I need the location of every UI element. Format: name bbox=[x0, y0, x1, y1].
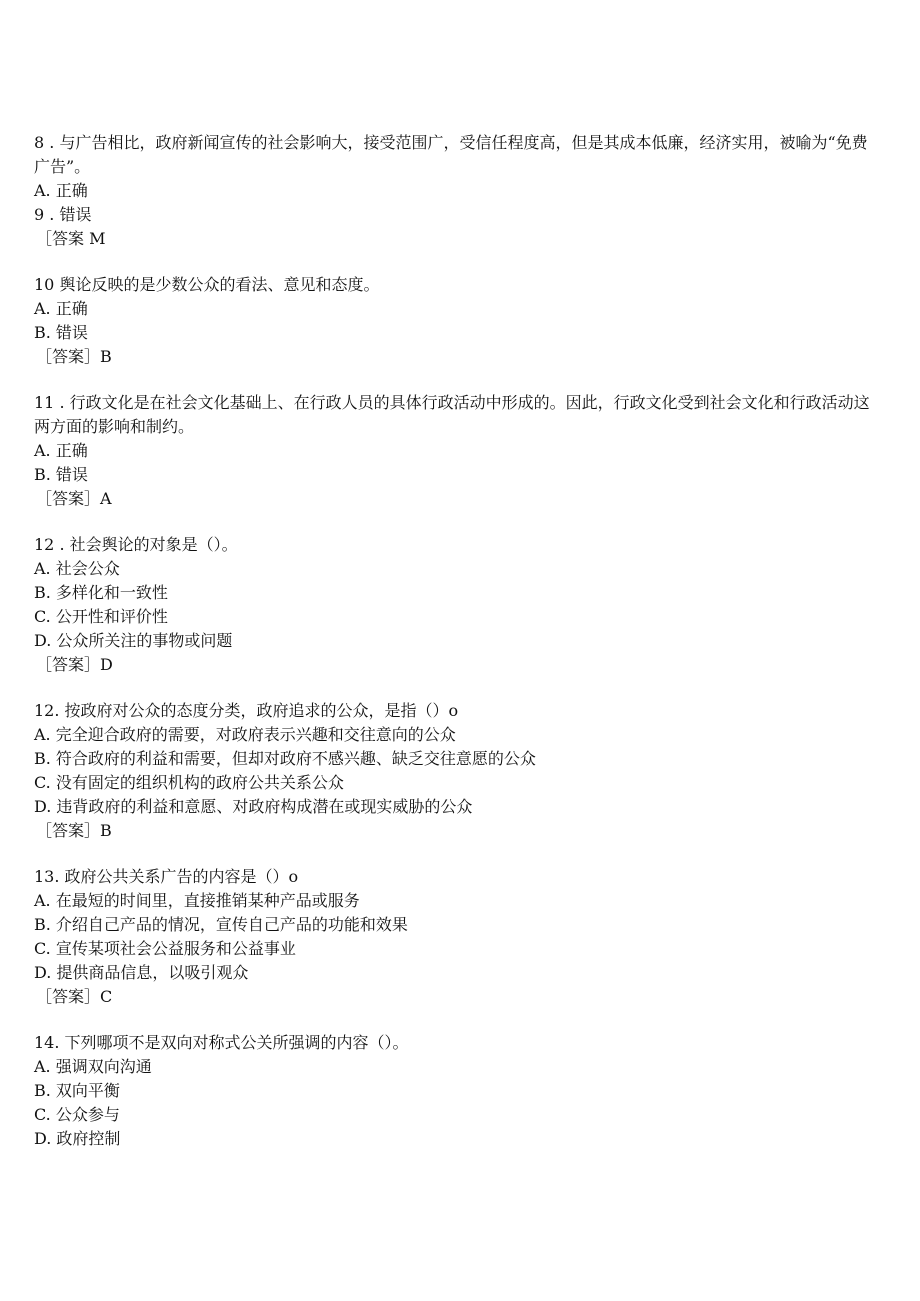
answer: ［答案］A bbox=[36, 489, 112, 508]
option: B. 双向平衡 bbox=[34, 1081, 120, 1100]
answer: ［答案］D bbox=[36, 655, 113, 674]
question-stem: 13. 政府公共关系广告的内容是（）o bbox=[34, 867, 299, 886]
question-stem: 10 舆论反映的是少数公众的看法、意见和态度。 bbox=[34, 275, 380, 294]
answer: ［答案］C bbox=[36, 987, 113, 1006]
question-12a bbox=[34, 533, 874, 677]
question-11 bbox=[34, 391, 874, 511]
option: C. 公开性和评价性 bbox=[34, 607, 168, 626]
answer: ［答案］B bbox=[36, 821, 112, 840]
option: D. 提供商品信息，以吸引观众 bbox=[34, 963, 249, 982]
option: B. 多样化和一致性 bbox=[34, 583, 168, 602]
question-13 bbox=[34, 865, 874, 1009]
option: A. 社会公众 bbox=[34, 559, 120, 578]
option: C. 宣传某项社会公益服务和公益事业 bbox=[34, 939, 296, 958]
question-stem: 14. 下列哪项不是双向对称式公关所强调的内容（）。 bbox=[34, 1033, 409, 1052]
option: B. 介绍自己产品的情况，宣传自己产品的功能和效果 bbox=[34, 915, 408, 934]
option: B. 错误 bbox=[34, 323, 88, 342]
question-8 bbox=[34, 131, 874, 251]
question-stem: 12 . 社会舆论的对象是（）。 bbox=[34, 535, 238, 554]
option: 9 . 错误 bbox=[34, 205, 92, 224]
question-stem: 12. 按政府对公众的态度分类，政府追求的公众，是指（）o bbox=[34, 701, 459, 720]
option: A. 正确 bbox=[34, 441, 88, 460]
option: D. 违背政府的利益和意愿、对政府构成潜在或现实威胁的公众 bbox=[34, 797, 473, 816]
option: B. 符合政府的利益和需要，但却对政府不感兴趣、缺乏交往意愿的公众 bbox=[34, 749, 536, 768]
option: D. 公众所关注的事物或问题 bbox=[34, 631, 233, 650]
answer: ［答案］B bbox=[36, 347, 112, 366]
option: A. 完全迎合政府的需要，对政府表示兴趣和交往意向的公众 bbox=[34, 725, 456, 744]
answer: ［答案 M bbox=[36, 229, 106, 248]
question-stem: 8 . 与广告相比，政府新闻宣传的社会影响大，接受范围广，受信任程度高，但是其成本低廉，经济实用，被喻为“免费广告”。 bbox=[34, 133, 868, 176]
option: D. 政府控制 bbox=[34, 1129, 121, 1148]
option: A. 正确 bbox=[34, 181, 88, 200]
option: B. 错误 bbox=[34, 465, 88, 484]
option: A. 强调双向沟通 bbox=[34, 1057, 152, 1076]
question-10 bbox=[34, 273, 874, 369]
question-12b bbox=[34, 699, 874, 843]
question-stem: 11 . 行政文化是在社会文化基础上、在行政人员的具体行政活动中形成的。因此，行政文化受到社会文化和行政活动这两方面的影响和制约。 bbox=[34, 393, 870, 436]
document-page bbox=[34, 131, 874, 1173]
question-14 bbox=[34, 1031, 874, 1151]
option: C. 没有固定的组织机构的政府公共关系公众 bbox=[34, 773, 344, 792]
option: A. 在最短的时间里，直接推销某种产品或服务 bbox=[34, 891, 360, 910]
option: C. 公众参与 bbox=[34, 1105, 120, 1124]
option: A. 正确 bbox=[34, 299, 88, 318]
